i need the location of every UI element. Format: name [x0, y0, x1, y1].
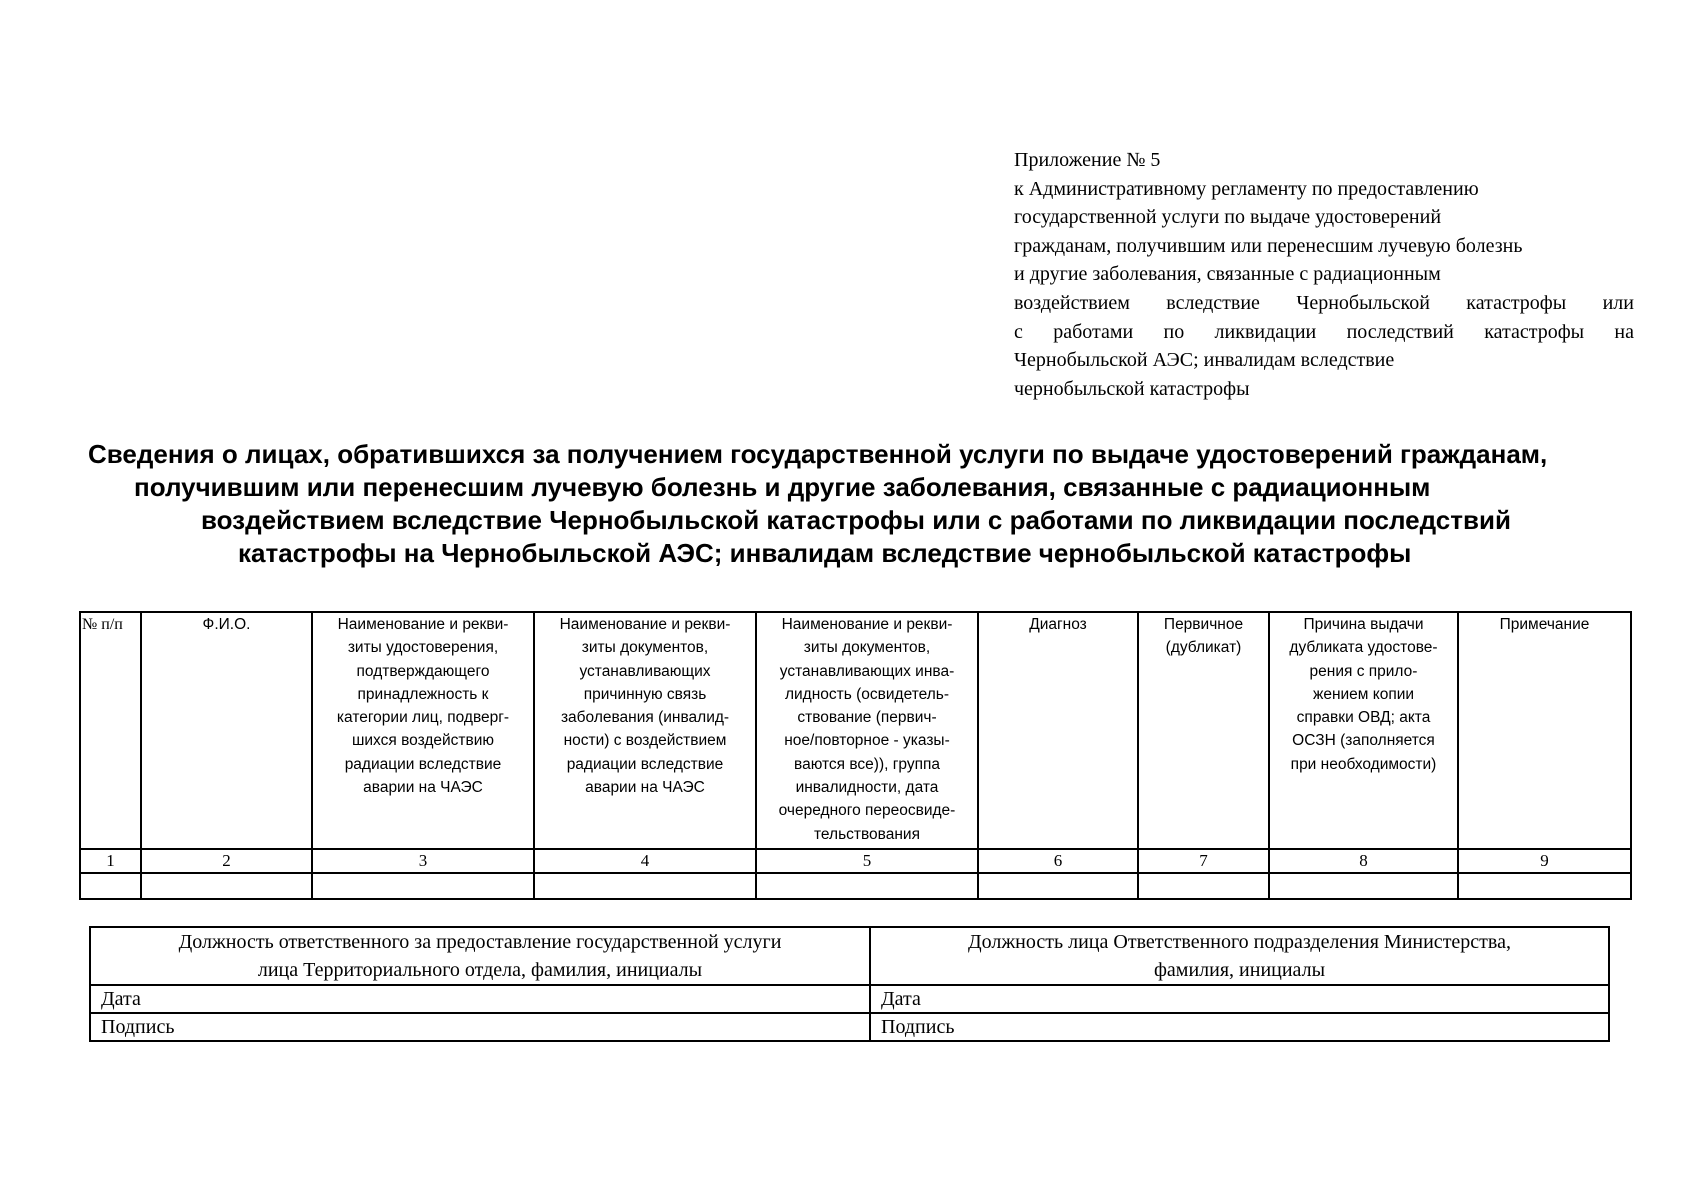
- appendix-line: Приложение № 5: [1014, 149, 1161, 171]
- signature-table: [89, 926, 1610, 1042]
- empty-cell[interactable]: [312, 873, 534, 899]
- column-number: 3: [312, 849, 534, 873]
- header-cell-certificate: Наименование и рекви- зиты удостоверения, подтверждающего принадлежность к категории лиц, подверг- шихся воздействию радиации вследствие аварии на ЧАЭС: [312, 612, 534, 849]
- title-line: катастрофы на Чернобыльской АЭС; инвалидам вследствие чернобыльской катастрофы: [238, 538, 1412, 568]
- column-number: 5: [756, 849, 978, 873]
- ministry-official-position: Должность лица Ответственного подразделения Министерства, фамилия, инициалы: [870, 927, 1609, 985]
- appendix-line: государственной услуги по выдаче удостоверений: [1014, 206, 1442, 229]
- appendix-line: к Административному регламенту по предоставлению: [1014, 177, 1479, 200]
- column-number: 7: [1138, 849, 1269, 873]
- empty-data-row: [80, 873, 1631, 899]
- header-cell-disability-docs: Наименование и рекви- зиты документов, устанавливающих инва- лидность (освидетель- ствование (первич- ное/повторное - указы- ваются все)), группа инвалидности, дата очередного переосвиде- тельствования: [756, 612, 978, 849]
- territorial-official-position: Должность ответственного за предоставление государственной услуги лица Территориального отдела, фамилия, инициалы: [90, 927, 870, 985]
- header-cell-diagnosis: Диагноз: [978, 612, 1138, 849]
- header-cell-number: № п/п: [80, 612, 141, 849]
- appendix-line: гражданам, получившим или перенесшим лучевую болезнь: [1014, 234, 1523, 257]
- header-cell-note: Примечание: [1458, 612, 1631, 849]
- empty-cell[interactable]: [141, 873, 312, 899]
- date-field-left[interactable]: Дата: [90, 985, 870, 1013]
- header-cell-duplicate-reason: Причина выдачи дубликата удостове- рения с прило- жением копии справки ОВД; акта ОСЗН (заполняется при необходимости): [1269, 612, 1458, 849]
- column-number: 6: [978, 849, 1138, 873]
- column-number: 2: [141, 849, 312, 873]
- appendix-note: [1014, 146, 1634, 403]
- signature-field-right[interactable]: Подпись: [870, 1013, 1609, 1041]
- date-field-right[interactable]: Дата: [870, 985, 1609, 1013]
- empty-cell[interactable]: [534, 873, 756, 899]
- signature-header-row: [90, 927, 1609, 985]
- header-cell-causal-docs: Наименование и рекви- зиты документов, устанавливающих причинную связь заболевания (инвалид- ности) с воздействием радиации вследствие аварии на ЧАЭС: [534, 612, 756, 849]
- empty-cell[interactable]: [1458, 873, 1631, 899]
- title-line: получившим или перенесшим лучевую болезнь и другие заболевания, связанные с радиационным: [134, 472, 1431, 502]
- column-number: 4: [534, 849, 756, 873]
- date-row: [90, 985, 1609, 1013]
- records-table: [79, 611, 1632, 900]
- empty-cell[interactable]: [1269, 873, 1458, 899]
- appendix-line: с работами по ликвидации последствий катастрофы на: [1014, 320, 1634, 343]
- header-cell-primary: Первичное (дубликат): [1138, 612, 1269, 849]
- appendix-line: и другие заболевания, связанные с радиационным: [1014, 263, 1441, 286]
- column-number: 9: [1458, 849, 1631, 873]
- column-numbers-row: [80, 849, 1631, 873]
- appendix-line: воздействием вследствие Чернобыльской катастрофы или: [1014, 291, 1634, 314]
- empty-cell[interactable]: [978, 873, 1138, 899]
- empty-cell[interactable]: [1138, 873, 1269, 899]
- column-number: 8: [1269, 849, 1458, 873]
- column-number: 1: [80, 849, 141, 873]
- title-line: воздействием вследствие Чернобыльской катастрофы или с работами по ликвидации последствий: [201, 505, 1511, 535]
- title-line: Сведения о лицах, обратившихся за получением государственной услуги по выдаче удостоверений гражданам,: [88, 439, 1548, 469]
- appendix-line: чернобыльской катастрофы: [1014, 377, 1250, 400]
- header-cell-fio: Ф.И.О.: [141, 612, 312, 849]
- empty-cell[interactable]: [80, 873, 141, 899]
- empty-cell[interactable]: [756, 873, 978, 899]
- appendix-line: Чернобыльской АЭС; инвалидам вследствие: [1014, 349, 1395, 372]
- signature-row: [90, 1013, 1609, 1041]
- signature-field-left[interactable]: Подпись: [90, 1013, 870, 1041]
- table-header-row: [80, 612, 1631, 849]
